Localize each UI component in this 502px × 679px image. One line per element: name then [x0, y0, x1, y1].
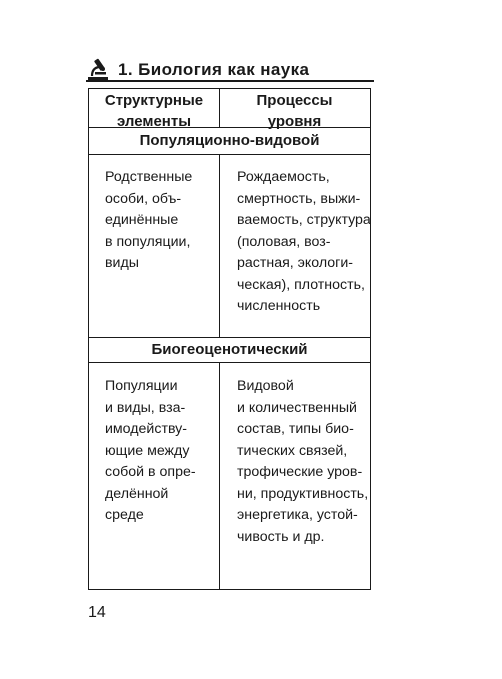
- microscope-icon: [86, 56, 112, 82]
- column-divider: [219, 362, 220, 590]
- page-number: 14: [88, 604, 106, 621]
- row-divider: [89, 127, 370, 128]
- column-divider: [219, 154, 220, 337]
- biogeocenotic-elements-text: Популяции и виды, вза- имодейству- ющие между собой в опре- делённой среде: [105, 378, 196, 523]
- column-header-processes: Процессы уровня: [256, 92, 333, 130]
- chapter-header: [86, 56, 376, 84]
- header-rule: [86, 80, 374, 82]
- section-title-population: Популяционно-видовой: [139, 132, 320, 149]
- levels-table: [88, 88, 371, 590]
- column-header-elements: Структурные элементы: [104, 92, 204, 130]
- row-divider: [89, 154, 370, 155]
- row-divider: [89, 337, 370, 338]
- section-title-biogeocenotic: Биогеоценотический: [151, 341, 308, 358]
- row-divider: [89, 362, 370, 363]
- population-processes-text: Рождаемость, смертность, выжи- ваемость, структура (половая, воз- растная, экологи- ческая), плотность, численность: [237, 169, 371, 314]
- chapter-title: 1. Биология как наука: [118, 60, 310, 79]
- column-divider-top: [219, 89, 220, 127]
- biogeocenotic-processes-text: Видовой и количественный состав, типы био- тических связей, трофические уров- ни, продуктивность, энергетика, устой- чивость и др.: [237, 378, 369, 545]
- population-elements-text: Родственные особи, объ- единённые в популяции, виды: [105, 169, 193, 271]
